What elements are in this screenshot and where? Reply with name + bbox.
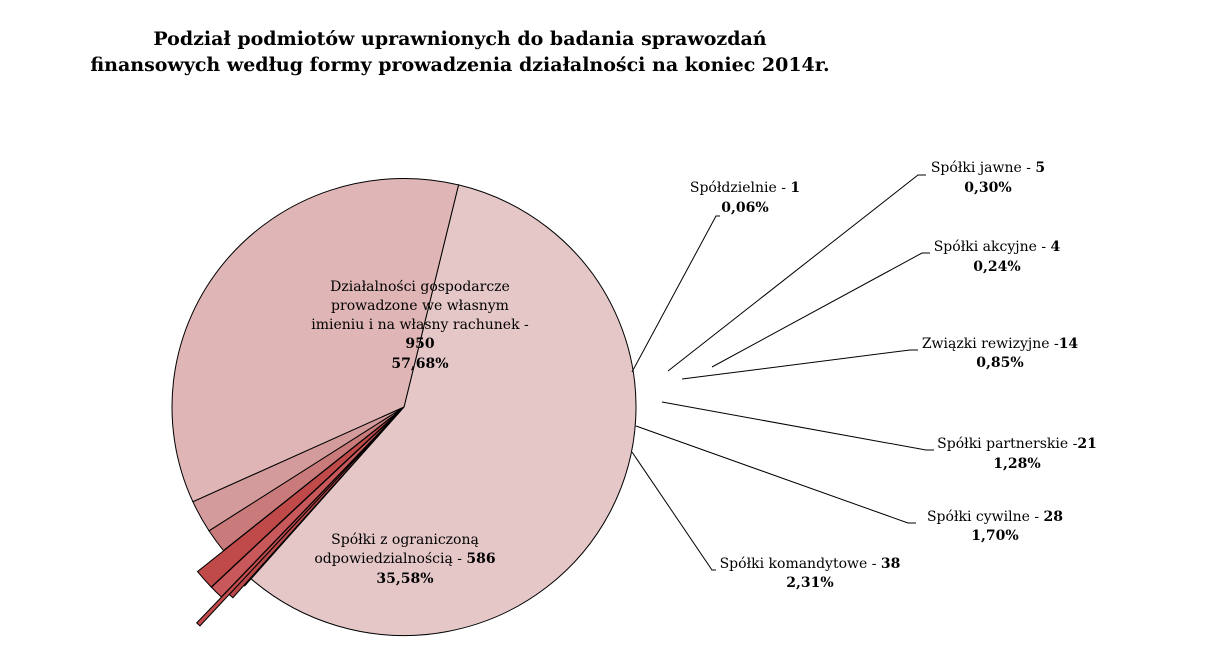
label-spoldzielnie-text: Spółdzielnie - <box>689 180 791 196</box>
label-spolki-zoo-line2 <box>314 551 495 567</box>
label-spoldzielnie-percent: 0,06% <box>721 200 769 216</box>
label-spolki-zoo-line1: Spółki z ograniczoną <box>331 532 479 548</box>
label-jawne-name <box>931 160 1045 176</box>
label-dzialalnosci-line3: imieniu i na własny rachunek - <box>311 317 529 333</box>
label-komandytowe-percent: 2,31% <box>786 575 834 591</box>
label-akcyjne-value: 4 <box>1050 239 1061 255</box>
chart-title-line-2: finansowych według formy prowadzenia działalności na koniec 2014r. <box>90 54 830 76</box>
label-komandytowe <box>720 556 901 591</box>
label-zwiazki-name <box>922 336 1079 352</box>
label-jawne-value: 5 <box>1035 160 1046 176</box>
label-akcyjne-text: Spółki akcyjne - <box>933 239 1051 255</box>
label-cywilne-name <box>927 509 1063 525</box>
label-cywilne <box>927 509 1063 544</box>
label-jawne-percent: 0,30% <box>964 180 1012 196</box>
label-spoldzielnie <box>690 180 800 216</box>
label-cywilne-text: Spółki cywilne - <box>926 509 1044 525</box>
label-partnerskie-percent: 1,28% <box>993 456 1041 472</box>
leader-line-jawne <box>668 175 926 371</box>
label-komandytowe-text: Spółki komandytowe - <box>719 556 881 572</box>
label-akcyjne <box>934 239 1061 275</box>
label-komandytowe-name <box>720 556 901 572</box>
label-zwiazki-value: 14 <box>1058 336 1079 352</box>
label-spoldzielnie-name <box>690 180 800 196</box>
label-spolki-zoo-percent: 35,58% <box>376 571 434 587</box>
label-jawne-text: Spółki jawne - <box>930 160 1036 176</box>
label-partnerskie-name <box>937 436 1097 452</box>
label-zwiazki-percent: 0,85% <box>976 355 1024 371</box>
chart-title-line-1: Podział podmiotów uprawnionych do badania sprawozdań <box>153 28 767 50</box>
label-komandytowe-value: 38 <box>880 556 901 572</box>
label-spolki-zoo-value: 586 <box>466 551 496 567</box>
label-spolki-zoo-name: odpowiedzialnością - <box>314 551 467 567</box>
label-zwiazki-text: Związki rewizyjne - <box>921 336 1059 352</box>
label-dzialalnosci-line1: Działalności gospodarcze <box>330 279 510 295</box>
leader-line-partnerskie <box>662 402 934 450</box>
leader-line-spoldzielnie <box>632 216 720 372</box>
label-cywilne-value: 28 <box>1043 509 1064 525</box>
leader-line-akcyjne <box>712 253 930 367</box>
label-spoldzielnie-value: 1 <box>790 180 801 196</box>
label-partnerskie <box>937 436 1097 472</box>
label-dzialalnosci-percent: 57,68% <box>391 356 449 372</box>
label-akcyjne-percent: 0,24% <box>973 259 1021 275</box>
label-akcyjne-name <box>934 239 1061 255</box>
label-cywilne-percent: 1,70% <box>971 528 1019 544</box>
label-partnerskie-value: 21 <box>1077 436 1097 452</box>
leader-lines <box>632 175 934 570</box>
label-dzialalnosci-value: 950 <box>405 336 435 352</box>
label-zwiazki <box>922 336 1079 371</box>
leader-line-komandytowe <box>632 452 716 570</box>
label-dzialalnosci-line2: prowadzone we własnym <box>331 298 509 314</box>
label-partnerskie-text: Spółki partnerskie - <box>937 436 1078 452</box>
label-jawne <box>931 160 1045 196</box>
